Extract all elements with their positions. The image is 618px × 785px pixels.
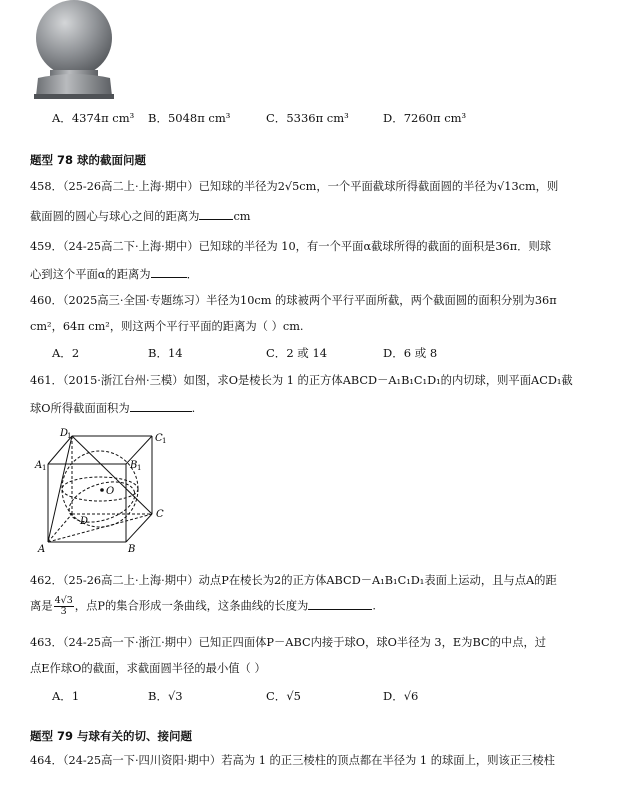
prev-option-c: C．5336π cm³ xyxy=(266,111,349,125)
svg-text:1: 1 xyxy=(42,464,47,472)
q460-option-a: A．2 xyxy=(52,346,80,360)
svg-text:1: 1 xyxy=(162,437,167,445)
q459-line2: 心到这个平面α的距离为 ． xyxy=(30,268,198,281)
q460-option-b: B．14 xyxy=(148,346,183,360)
svg-text:1: 1 xyxy=(67,432,72,440)
q464-line1: 464．（24-25高一下·四川资阳·期中）若高为 1 的正三棱柱的顶点都在半径为 1 的球面上，则该正三棱柱 xyxy=(30,754,555,767)
label-b: B xyxy=(128,544,136,554)
label-d: D xyxy=(80,516,89,527)
label-o: O xyxy=(106,486,115,497)
label-a: A xyxy=(38,544,46,554)
section-79-title: 题型 79 与球有关的切、接问题 xyxy=(30,729,193,743)
label-b1: B xyxy=(130,460,138,471)
section-78-title: 题型 78 球的截面问题 xyxy=(30,153,147,167)
q462-fraction: $\frac{4√3}{3}$ xyxy=(54,595,73,617)
prev-option-b: B．5048π cm³ xyxy=(148,111,231,125)
q463-option-a: A．1 xyxy=(52,689,80,703)
q463-line1: 463．（24-25高一下·浙江·期中）已知正四面体P－ABC内接于球O，球O半径为 3，E为BC的中点，过 xyxy=(30,636,547,649)
q461-answer-blank[interactable] xyxy=(130,401,192,412)
q460-line2: cm²，64π cm²，则这两个平行平面的距离为（ ）cm. xyxy=(30,320,304,333)
q462-answer-blank[interactable] xyxy=(308,599,372,610)
center-o-point xyxy=(100,488,104,492)
q463-option-d: D．√6 xyxy=(383,689,419,703)
q460-option-c: C．2 或 14 xyxy=(266,346,328,360)
prev-option-a: A．4374π cm³ xyxy=(52,111,135,125)
cube-sphere-figure xyxy=(30,424,180,554)
q459-answer-blank[interactable] xyxy=(151,267,187,278)
stone-ball-image xyxy=(28,0,120,100)
q458-line1: 458．（25-26高二上·上海·期中）已知球的半径为2√5cm，一个平面截球所得截面圆的半径为√13cm，则 xyxy=(30,180,559,193)
q462-line1: 462．（25-26高二上·上海·期中）动点P在棱长为2的正方体ABCD－A₁B₁C₁D₁表面上运动，且与点A的距 xyxy=(30,574,557,587)
svg-text:1: 1 xyxy=(137,464,142,472)
q463-option-c: C．√5 xyxy=(266,689,301,703)
label-d1: D xyxy=(60,428,69,439)
q459-line1: 459．（24-25高二下·上海·期中）已知球的半径为 10，有一个平面α截球所得的截面的面积是36π．则球 xyxy=(30,240,552,253)
q461-line2: 球O所得截面面积为 . xyxy=(30,402,196,415)
q463-line2: 点E作球O的截面，求截面圆半径的最小值（ ） xyxy=(30,662,266,675)
label-c: C xyxy=(156,509,164,520)
q458-line2: 截面圆的圆心与球心之间的距离为 cm xyxy=(30,210,251,223)
q460-line1: 460．（2025高三·全国·专题练习）半径为10cm 的球被两个平行平面所截，两个截面圆的面积分别为36π xyxy=(30,294,557,307)
q463-option-b: B．√3 xyxy=(148,689,183,703)
prev-option-d: D．7260π cm³ xyxy=(383,111,467,125)
q458-answer-blank[interactable] xyxy=(199,209,233,220)
q460-option-d: D．6 或 8 xyxy=(383,346,438,360)
q462-line2: 离是 $\frac{4√3}{3}$ ，点P的集合形成一条曲线，这条曲线的长度为 . xyxy=(30,595,376,617)
label-c1: C xyxy=(155,433,163,444)
label-a1: A xyxy=(35,460,43,471)
q461-line1: 461．（2015·浙江台州·三模）如图，求O是棱长为 1 的正方体ABCD－A₁B₁C₁D₁的内切球，则平面ACD₁截 xyxy=(30,374,573,387)
